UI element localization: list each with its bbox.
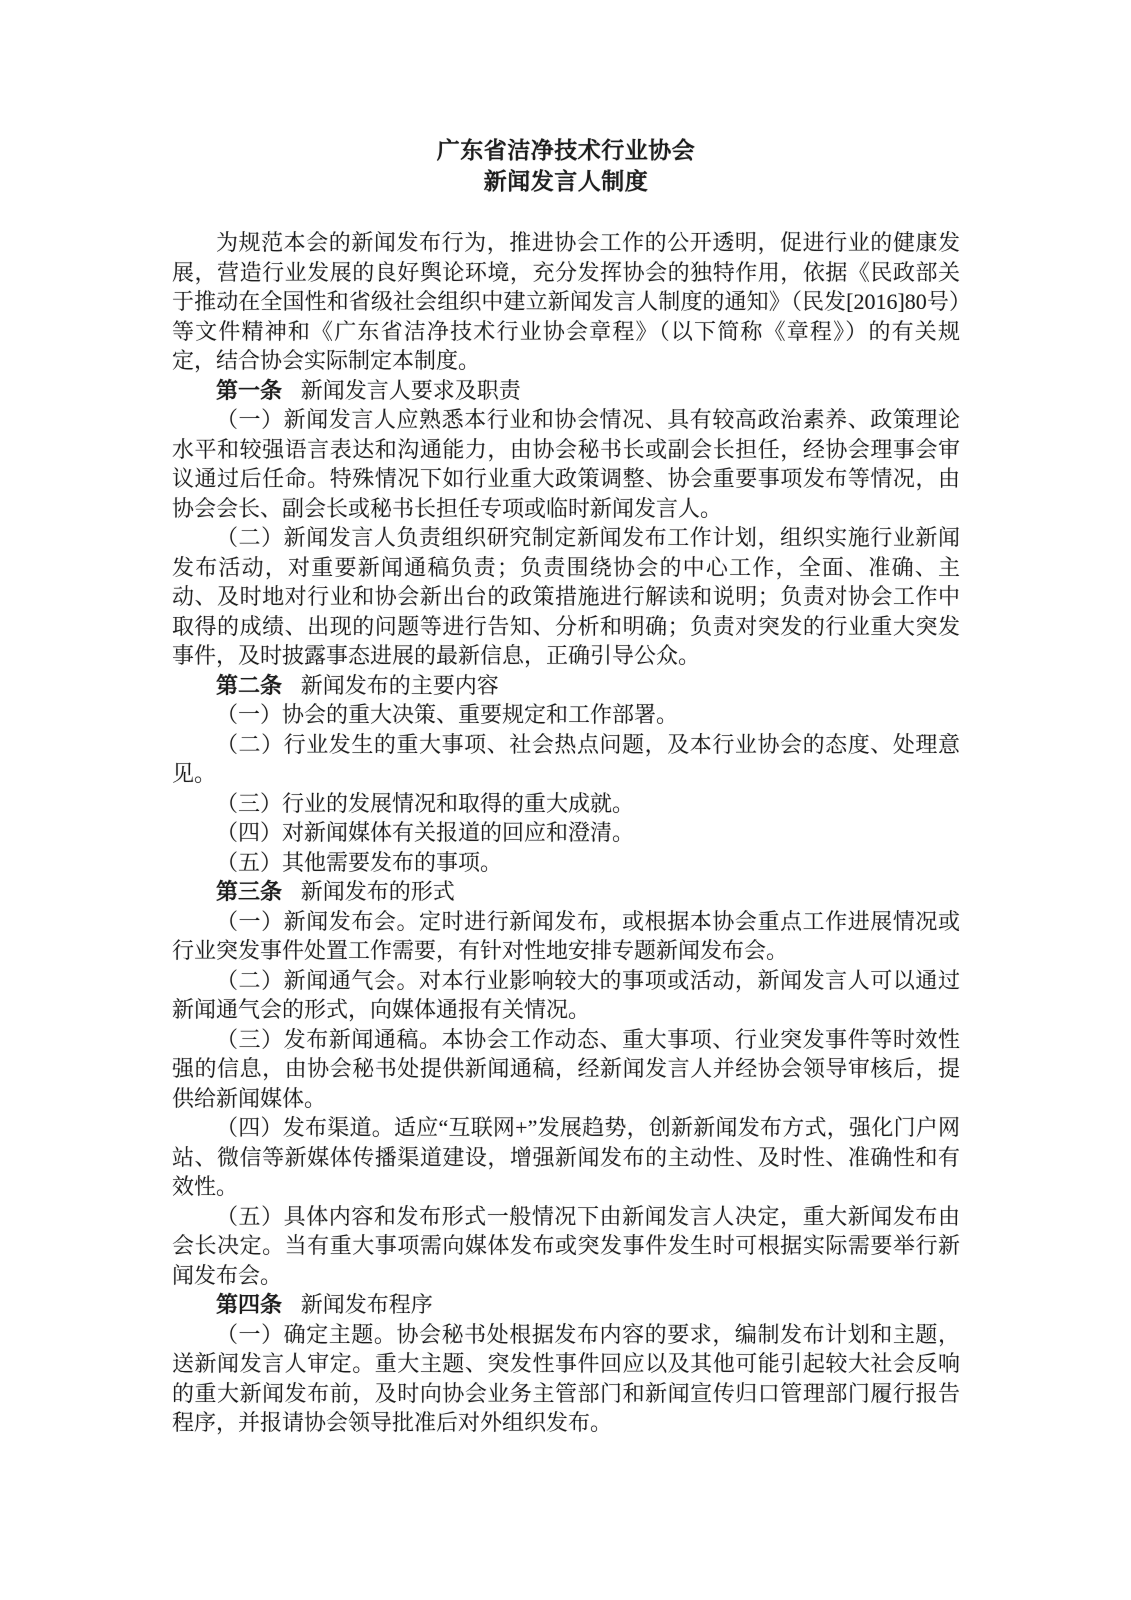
article-4-title: 新闻发布程序 <box>300 1292 433 1317</box>
article-3-number: 第三条 <box>216 879 283 904</box>
intro-paragraph: 为规范本会的新闻发布行为，推进协会工作的公开透明，促进行业的健康发展，营造行业发展的良好舆论环境，充分发挥协会的独特作用，依据《民政部关于推动在全国性和省级社会组织中建立新闻发言人制度的通知》（民发[2016]80号）等文件精神和《广东省洁净技术行业协会章程》（以下简称《章程》）的有关规定，结合协会实际制定本制度。 <box>172 230 960 373</box>
article-2-item-5: （五）其他需要发布的事项。 <box>216 849 503 875</box>
article-1-title: 新闻发言人要求及职责 <box>300 377 521 403</box>
article-3-heading <box>172 877 960 907</box>
document-body <box>172 228 960 1438</box>
article-3-item-1: （一）新闻发布会。定时进行新闻发布，或根据本协会重点工作进展情况或行业突发事件处置工作需要，有针对性地安排专题新闻发布会。 <box>172 908 960 963</box>
article-4-heading <box>172 1290 960 1320</box>
article-3-item-4: （四）发布渠道。适应“互联网+”发展趋势，创新新闻发布方式，强化门户网站、微信等新媒体传播渠道建设，增强新闻发布的主动性、及时性、准确性和有效性。 <box>172 1115 960 1199</box>
article-2-item-1: （一）协会的重大决策、重要规定和工作部署。 <box>216 702 679 727</box>
article-2-item-3: （三）行业的发展情况和取得的重大成就。 <box>216 790 635 816</box>
document-title-line2: 新闻发言人制度 <box>483 169 649 194</box>
article-2-heading <box>172 671 960 701</box>
article-3-title: 新闻发布的形式 <box>300 879 455 904</box>
article-3-item-5: （五）具体内容和发布形式一般情况下由新闻发言人决定，重大新闻发布由会长决定。当有重大事项需向媒体发布或突发事件发生时可根据实际需要举行新闻发布会。 <box>172 1203 960 1288</box>
article-1-heading <box>172 376 960 406</box>
document-title-line1: 广东省洁净技术行业协会 <box>436 138 696 163</box>
document-title <box>172 135 960 197</box>
article-4-item-1: （一）确定主题。协会秘书处根据发布内容的要求，编制发布计划和主题，送新闻发言人审定。重大主题、突发性事件回应以及其他可能引起较大社会反响的重大新闻发布前，及时向协会业务主管部门和新闻宣传归口管理部门履行报告程序，并报请协会领导批准后对外组织发布。 <box>172 1321 960 1435</box>
article-2-item-2: （二）行业发生的重大事项、社会热点问题，及本行业协会的态度、处理意见。 <box>172 731 960 786</box>
article-2-item-4: （四）对新闻媒体有关报道的回应和澄清。 <box>216 820 635 845</box>
article-1-number: 第一条 <box>216 377 283 403</box>
article-1-item-2: （二）新闻发言人负责组织研究制定新闻发布工作计划，组织实施行业新闻发布活动，对重要新闻通稿负责；负责围绕协会的中心工作，全面、准确、主动、及时地对行业和协会新出台的政策措施进行解读和说明；负责对协会工作中取得的成绩、出现的问题等进行告知、分析和明确；负责对突发的行业重大突发事件，及时披露事态进展的最新信息，正确引导公众。 <box>172 525 960 668</box>
article-2-title: 新闻发布的主要内容 <box>300 672 499 698</box>
document-content <box>172 0 960 1438</box>
article-4-number: 第四条 <box>216 1292 283 1317</box>
article-1-item-1: （一）新闻发言人应熟悉本行业和协会情况、具有较高政治素养、政策理论水平和较强语言表达和沟通能力，由协会秘书长或副会长担任，经协会理事会审议通过后任命。特殊情况下如行业重大政策调整、协会重要事项发布等情况，由协会会长、副会长或秘书长担任专项或临时新闻发言人。 <box>172 407 960 521</box>
article-3-item-3: （三）发布新闻通稿。本协会工作动态、重大事项、行业突发事件等时效性强的信息，由协会秘书处提供新闻通稿，经新闻发言人并经协会领导审核后，提供给新闻媒体。 <box>172 1026 960 1111</box>
article-3-item-2: （二）新闻通气会。对本行业影响较大的事项或活动，新闻发言人可以通过新闻通气会的形式，向媒体通报有关情况。 <box>172 967 960 1022</box>
article-2-number: 第二条 <box>216 672 283 698</box>
